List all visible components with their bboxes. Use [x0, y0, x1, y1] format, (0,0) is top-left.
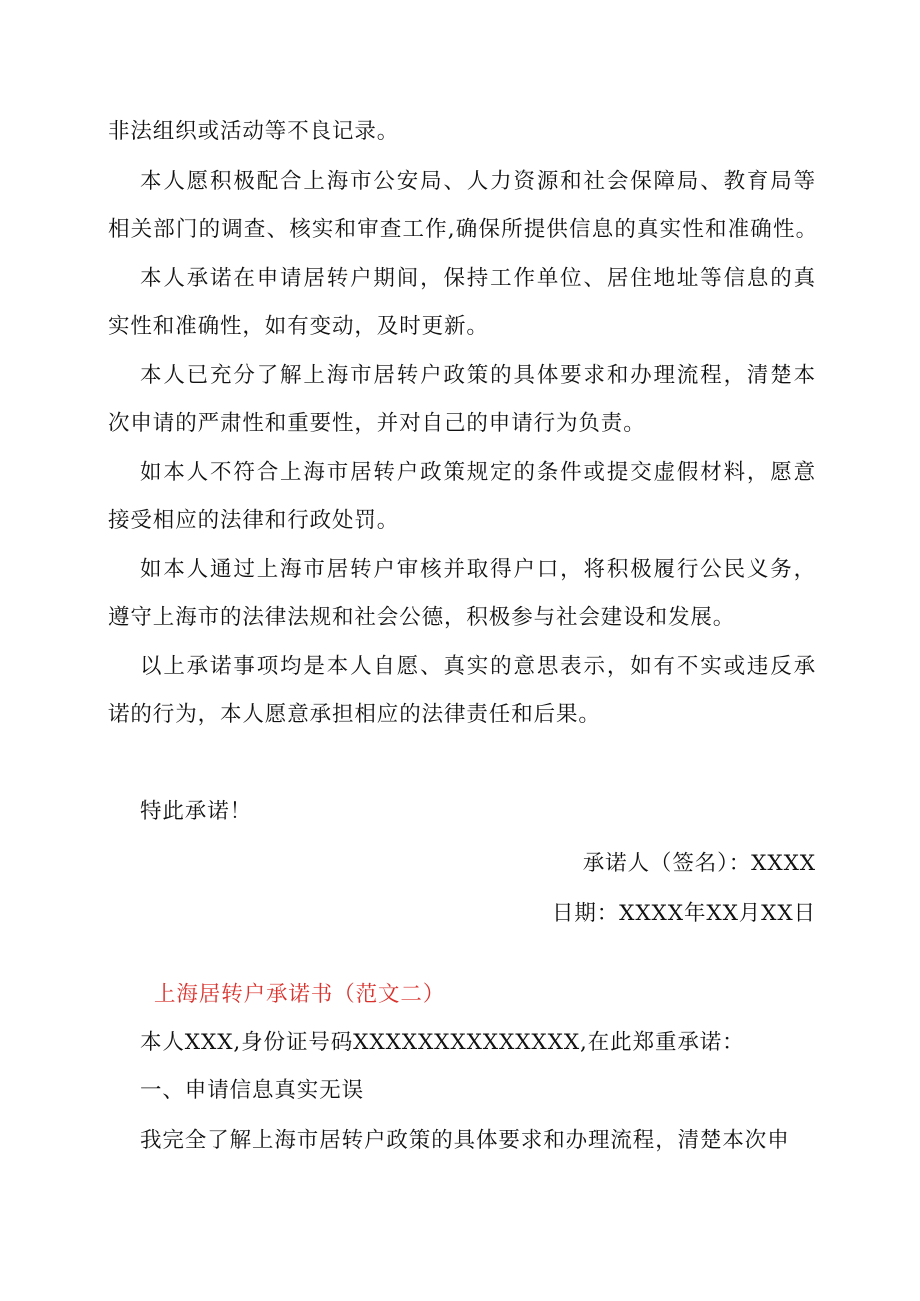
body-line: 本人愿积极配合上海市公安局、人力资源和社会保障局、教育局等: [140, 169, 816, 194]
closing-statement: 特此承诺！: [140, 799, 253, 824]
body-line: 本人已充分了解上海市居转户政策的具体要求和办理流程，清楚本: [140, 363, 816, 388]
body-line: 相关部门的调查、核实和审查工作,确保所提供信息的真实性和准确性。: [108, 217, 818, 242]
body-line: 如本人不符合上海市居转户政策规定的条件或提交虚假材料，愿意: [140, 460, 816, 485]
item-title: 一、申请信息真实无误: [140, 1078, 365, 1103]
item-text: 我完全了解上海市居转户政策的具体要求和办理流程，清楚本次申: [140, 1128, 790, 1153]
body-line: 遵守上海市的法律法规和社会公德，积极参与社会建设和发展。: [108, 605, 736, 630]
body-line: 次申请的严肃性和重要性，并对自己的申请行为负责。: [108, 411, 646, 436]
body-line: 非法组织或活动等不良记录。: [108, 119, 400, 144]
date-line: 日期：XXXX年XX月XX日: [551, 901, 816, 926]
body-line: 以上承诺事项均是本人自愿、真实的意思表示，如有不实或违反承: [140, 654, 816, 679]
signature-line: 承诺人（签名）：XXXX: [582, 851, 816, 876]
intro-line: 本人XXX,身份证号码XXXXXXXXXXXXXX,在此郑重承诺：: [140, 1030, 745, 1055]
body-line: 接受相应的法律和行政处罚。: [108, 508, 400, 533]
body-line: 诺的行为，本人愿意承担相应的法律责任和后果。: [108, 702, 601, 727]
body-line: 本人承诺在申请居转户期间，保持工作单位、居住地址等信息的真: [140, 266, 816, 291]
body-line: 如本人通过上海市居转户审核并取得户口，将积极履行公民义务，: [140, 557, 816, 582]
body-line: 实性和准确性，如有变动，及时更新。: [108, 314, 489, 339]
section-title: 上海居转户承诺书（范文二）: [154, 982, 446, 1007]
